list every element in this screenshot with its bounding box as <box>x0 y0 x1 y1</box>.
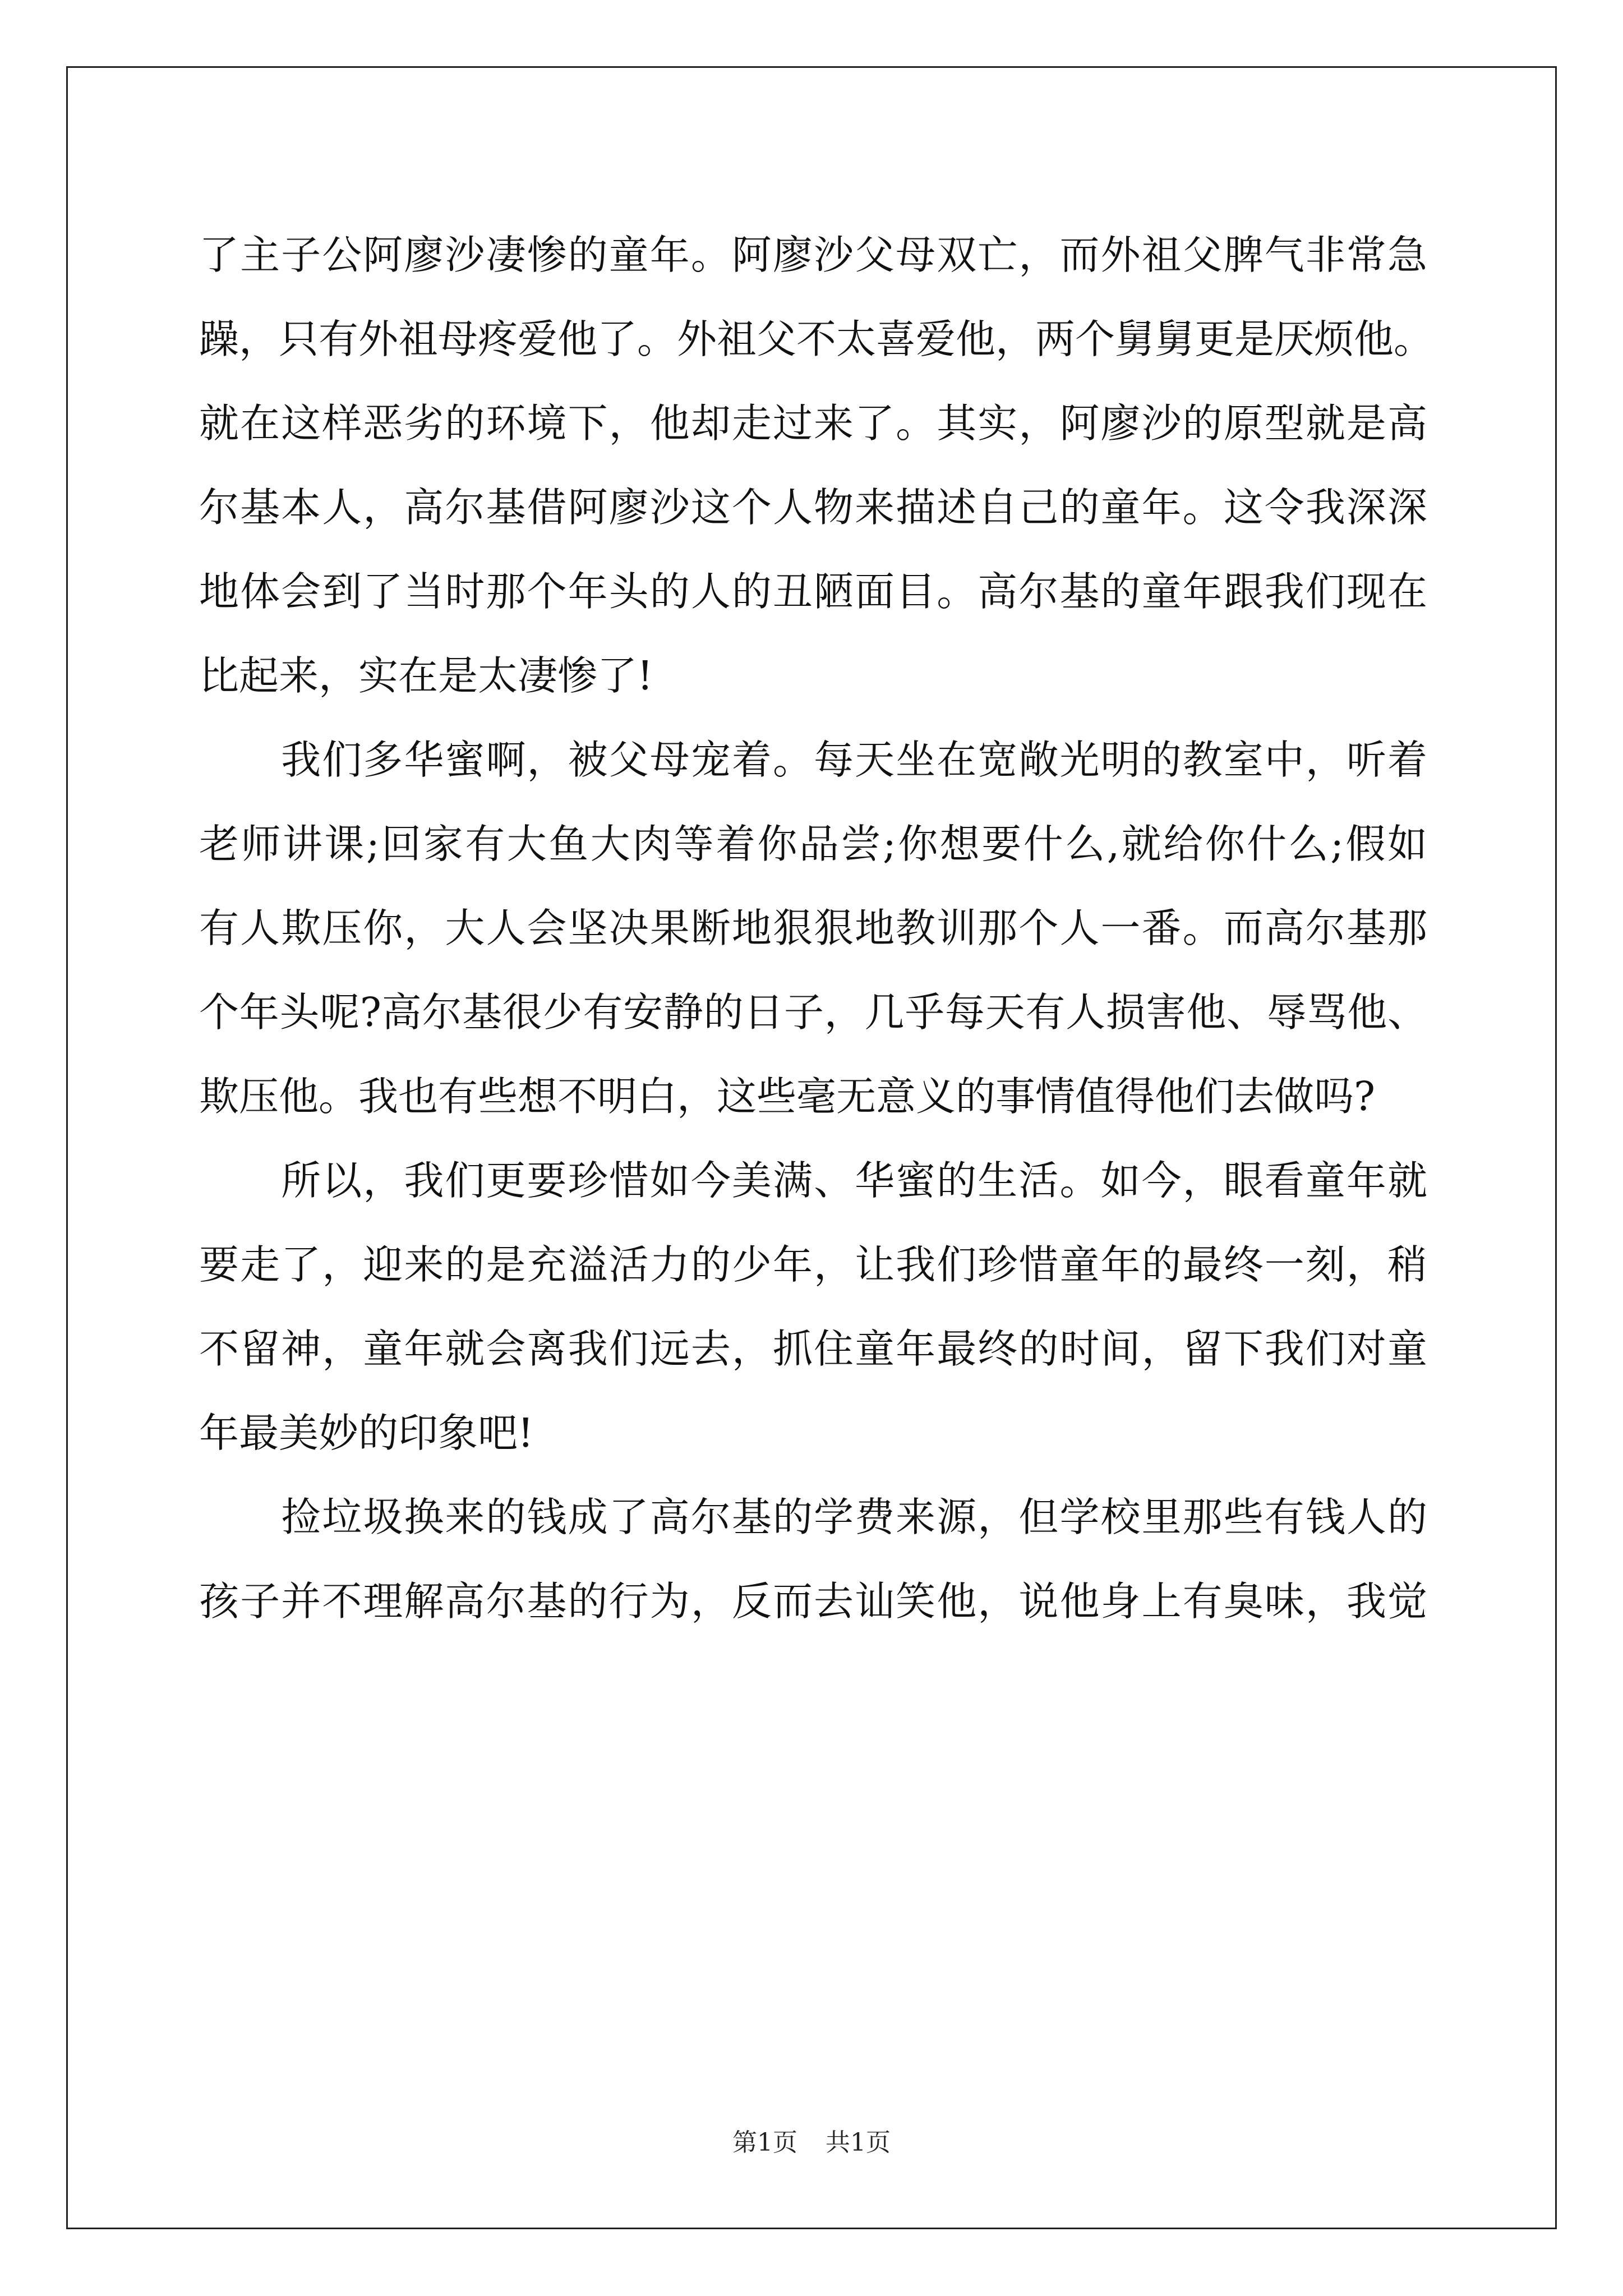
text-line: 比起来，实在是太凄惨了! <box>199 652 653 699</box>
text-line: 了主子公阿廖沙凄惨的童年。阿廖沙父母双亡，而外祖父脾气非常急 <box>199 232 1427 278</box>
page-number: 第1页 <box>732 2128 797 2157</box>
text-line: 要走了，迎来的是充溢活力的少年，让我们珍惜童年的最终一刻，稍 <box>199 1241 1427 1288</box>
text-line: 老师讲课;回家有大鱼大肉等着你品尝;你想要什么,就给你什么;假如 <box>199 821 1427 867</box>
text-line: 我们多华蜜啊，被父母宠着。每天坐在宽敞光明的教室中，听着 <box>199 737 1427 783</box>
text-line: 个年头呢?高尔基很少有安静的日子，几乎每天有人损害他、辱骂他、 <box>199 989 1427 1036</box>
text-line: 年最美妙的印象吧! <box>199 1410 534 1456</box>
text-line: 尔基本人，高尔基借阿廖沙这个人物来描述自己的童年。这令我深深 <box>199 484 1427 531</box>
text-line: 躁，只有外祖母疼爱他了。外祖父不太喜爱他，两个舅舅更是厌烦他。 <box>199 316 1434 362</box>
text-line: 捡垃圾换来的钱成了高尔基的学费来源，但学校里那些有钱人的 <box>199 1494 1427 1540</box>
document-body <box>199 213 1434 1644</box>
text-line: 不留神，童年就会离我们远去，抓住童年最终的时间，留下我们对童 <box>199 1326 1427 1372</box>
text-line: 地体会到了当时那个年头的人的丑陋面目。高尔基的童年跟我们现在 <box>199 568 1427 615</box>
text-line: 欺压他。我也有些想不明白，这些毫无意义的事情值得他们去做吗? <box>199 1073 1376 1120</box>
text-line: 所以，我们更要珍惜如今美满、华蜜的生活。如今，眼看童年就 <box>199 1157 1427 1204</box>
text-line: 孩子并不理解高尔基的行为，反而去讪笑他，说他身上有臭味，我觉 <box>199 1578 1427 1625</box>
page-footer <box>0 2126 1623 2160</box>
text-line: 就在这样恶劣的环境下，他却走过来了。其实，阿廖沙的原型就是高 <box>199 400 1427 447</box>
text-line: 有人欺压你，大人会坚决果断地狠狠地教训那个人一番。而高尔基那 <box>199 905 1427 951</box>
page-total: 共1页 <box>826 2128 891 2157</box>
